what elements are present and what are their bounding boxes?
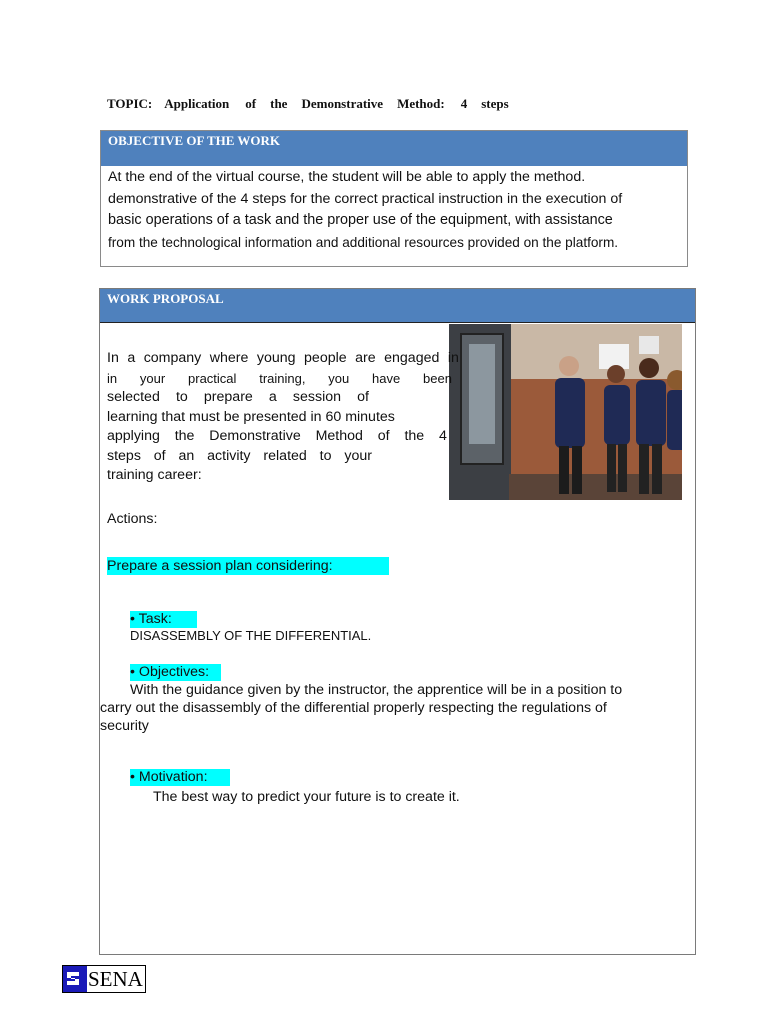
intro-word: 4 bbox=[439, 428, 447, 444]
intro-word: company bbox=[143, 350, 202, 366]
intro-word: engaged bbox=[384, 350, 440, 366]
topic-heading bbox=[107, 96, 527, 112]
proposal-header: WORK PROPOSAL bbox=[100, 289, 695, 323]
sena-logo-mark-icon bbox=[63, 966, 87, 992]
objective-line: basic operations of a task and the proper use of the equipment, with assistance bbox=[108, 212, 613, 228]
intro-line bbox=[107, 408, 427, 428]
intro-paragraph bbox=[107, 349, 459, 486]
intro-line bbox=[107, 427, 447, 447]
intro-word: selected bbox=[107, 389, 160, 405]
objective-section bbox=[100, 130, 688, 267]
intro-line bbox=[107, 349, 459, 369]
intro-word: applying bbox=[107, 428, 160, 444]
objective-text bbox=[108, 167, 680, 253]
objectives-label: • Objectives: bbox=[130, 664, 221, 681]
intro-word: you bbox=[328, 370, 350, 386]
objective-line: At the end of the virtual course, the student will be able to apply the method. bbox=[108, 169, 586, 185]
intro-line bbox=[107, 388, 369, 408]
intro-word: prepare bbox=[203, 389, 253, 405]
intro-word: of bbox=[357, 389, 369, 405]
intro-word: to bbox=[319, 447, 332, 464]
topic-word: of bbox=[245, 96, 257, 111]
objective-line: demonstrative of the 4 steps for the correct practical instruction in the execution of bbox=[108, 190, 623, 207]
intro-word: learning that must be presented in 60 minutes bbox=[107, 408, 395, 425]
sena-logo bbox=[62, 965, 146, 993]
intro-word: your bbox=[344, 447, 372, 464]
motivation-label: • Motivation: bbox=[130, 769, 230, 786]
objectives-line: With the guidance given by the instructor, the apprentice will be in a position to bbox=[130, 682, 623, 698]
intro-line bbox=[107, 447, 372, 467]
intro-word: the bbox=[174, 428, 195, 444]
topic-word: TOPIC: bbox=[107, 96, 153, 111]
intro-word: people bbox=[304, 350, 347, 366]
objectives-line: carry out the disassembly of the differential properly respecting the regulations of bbox=[100, 700, 607, 716]
objectives-text bbox=[100, 681, 660, 735]
intro-word: of bbox=[377, 428, 390, 444]
sena-logo-text: SENA bbox=[88, 967, 143, 991]
intro-word: practical bbox=[188, 370, 237, 386]
intro-word: training, bbox=[259, 370, 306, 386]
work-proposal-section bbox=[99, 288, 696, 955]
intro-word: your bbox=[139, 370, 166, 386]
intro-word: of bbox=[153, 447, 166, 464]
intro-word: young bbox=[256, 350, 296, 366]
topic-word: 4 bbox=[460, 96, 468, 111]
intro-word: steps bbox=[107, 447, 141, 464]
topic-word: Method: bbox=[397, 96, 445, 111]
task-label: • Task: bbox=[130, 611, 197, 628]
intro-word: in bbox=[447, 350, 459, 366]
intro-word: Method bbox=[315, 428, 363, 444]
topic-word: the bbox=[270, 96, 288, 111]
prepare-plan-label: Prepare a session plan considering: bbox=[107, 557, 389, 575]
intro-word: to bbox=[175, 389, 188, 405]
intro-line bbox=[107, 466, 307, 486]
intro-word: an bbox=[178, 447, 195, 464]
intro-word: are bbox=[355, 350, 376, 366]
intro-word: a bbox=[127, 350, 136, 366]
intro-word: related bbox=[263, 447, 307, 464]
intro-word: activity bbox=[207, 447, 251, 464]
intro-word: have bbox=[372, 370, 401, 386]
intro-word: the bbox=[404, 428, 425, 444]
intro-word: In bbox=[107, 350, 119, 366]
intro-word: where bbox=[209, 350, 249, 366]
intro-word: training career: bbox=[107, 467, 202, 483]
objective-line: from the technological information and additional resources provided on the platform. bbox=[108, 234, 619, 250]
intro-line bbox=[107, 369, 452, 389]
objective-header: OBJECTIVE OF THE WORK bbox=[101, 131, 687, 166]
motivation-text: The best way to predict your future is to create it. bbox=[153, 789, 460, 805]
intro-word: a bbox=[268, 389, 277, 405]
workshop-photo bbox=[449, 324, 682, 500]
intro-word: been bbox=[423, 370, 452, 386]
intro-word: in bbox=[107, 370, 118, 386]
intro-word: Demonstrative bbox=[209, 428, 301, 444]
intro-word: session bbox=[292, 389, 342, 405]
actions-label: Actions: bbox=[107, 511, 158, 527]
objectives-line: security bbox=[100, 718, 149, 734]
topic-word: Application bbox=[164, 96, 230, 111]
task-text: DISASSEMBLY OF THE DIFFERENTIAL. bbox=[130, 628, 372, 643]
topic-word: steps bbox=[481, 96, 509, 111]
topic-word: Demonstrative bbox=[301, 96, 384, 111]
